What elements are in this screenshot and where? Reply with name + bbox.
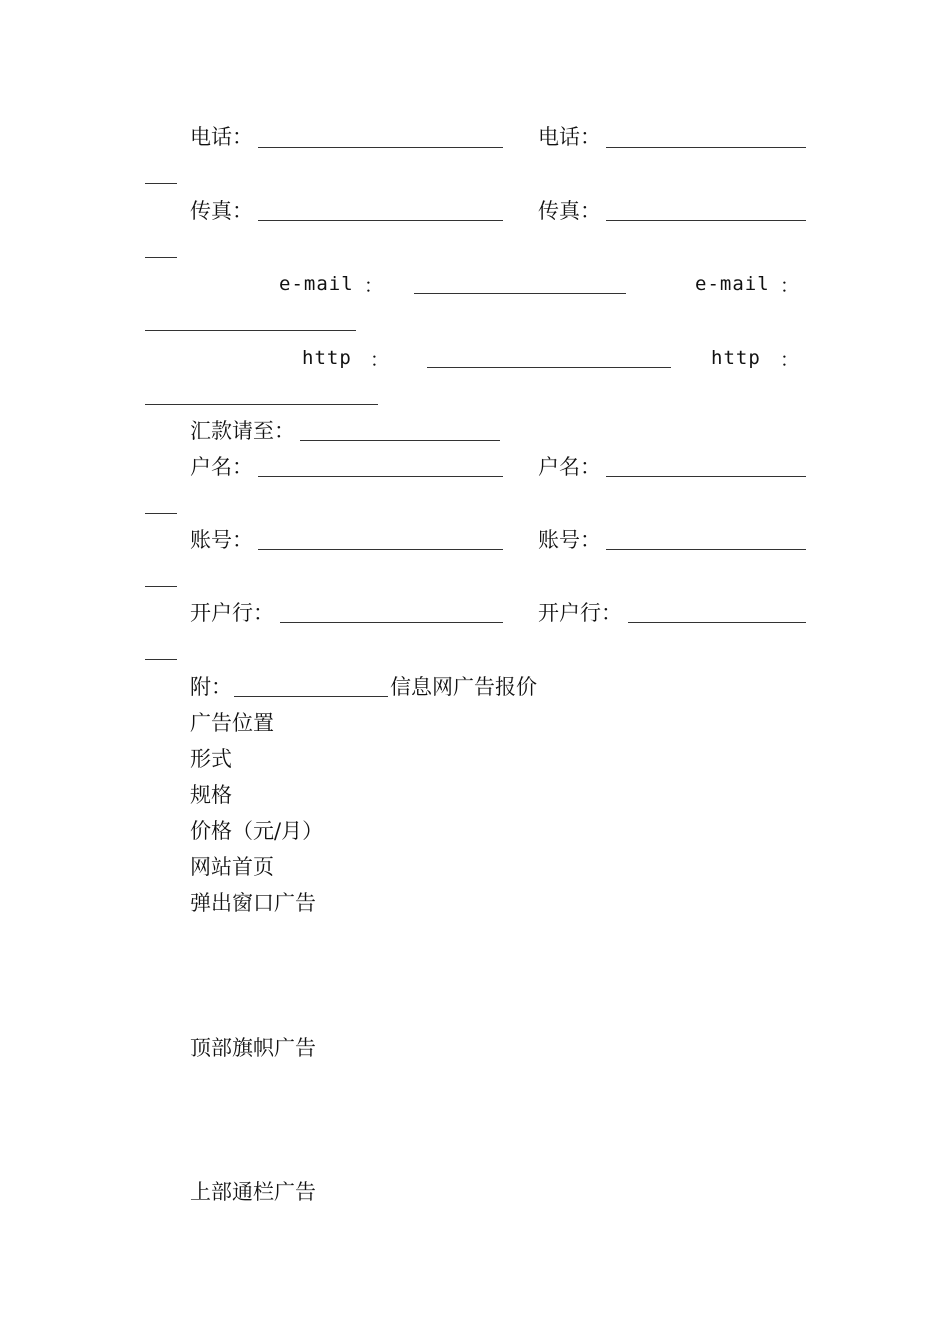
account-name-label-right: 户名： [538,455,601,479]
bank-blank-left[interactable] [280,622,503,623]
bank-label-right: 开户行： [538,601,622,625]
header-format: 形式 [190,747,232,771]
http-blank-left[interactable] [427,367,671,368]
account-number-blank-left[interactable] [258,549,503,550]
account-name-blank-left[interactable] [258,476,503,477]
header-spec: 规格 [190,783,232,807]
account-number-blank-right-cont [145,586,177,587]
account-number-label-right: 账号： [538,528,601,552]
bank-blank-right-cont [145,659,177,660]
phone-label-left: 电话： [190,125,253,149]
remit-blank[interactable] [300,440,500,441]
account-number-blank-right[interactable] [606,549,806,550]
bank-blank-right[interactable] [628,622,806,623]
ad-position-top-banner: 顶部旗帜广告 [190,1036,316,1060]
appendix-prefix: 附： [190,675,232,699]
account-name-blank-right-cont [145,513,177,514]
bank-label-left: 开户行： [190,601,274,625]
phone-blank-right-cont [145,183,177,184]
http-blank-right[interactable] [145,404,378,405]
page-homepage: 网站首页 [190,855,274,879]
account-name-blank-right[interactable] [606,476,806,477]
fax-blank-right[interactable] [606,220,806,221]
ad-position-popup: 弹出窗口广告 [190,891,316,915]
email-blank-right[interactable] [145,330,356,331]
account-number-label-left: 账号： [190,528,253,552]
email-label-left: e-mail [279,273,354,295]
fax-blank-right-cont [145,257,177,258]
fax-blank-left[interactable] [258,220,503,221]
http-colon-left: ： [370,349,391,371]
header-position: 广告位置 [190,711,274,735]
appendix-suffix: 信息网广告报价 [390,675,537,699]
phone-blank-right[interactable] [606,147,806,148]
appendix-blank[interactable] [234,696,388,697]
fax-label-right: 传真： [538,199,601,223]
phone-blank-left[interactable] [258,147,503,148]
ad-position-upper-bar: 上部通栏广告 [190,1180,316,1204]
http-colon-right: ： [780,349,801,371]
http-label-left: http [302,347,352,369]
email-colon-left: ： [364,275,385,297]
account-name-label-left: 户名： [190,455,253,479]
email-colon-right: ： [780,275,801,297]
phone-label-right: 电话： [538,125,601,149]
http-label-right: http [711,347,761,369]
remit-title: 汇款请至： [190,419,295,443]
email-blank-left[interactable] [414,293,626,294]
header-price: 价格（元/月） [190,819,324,843]
email-label-right: e-mail [695,273,770,295]
fax-label-left: 传真： [190,199,253,223]
